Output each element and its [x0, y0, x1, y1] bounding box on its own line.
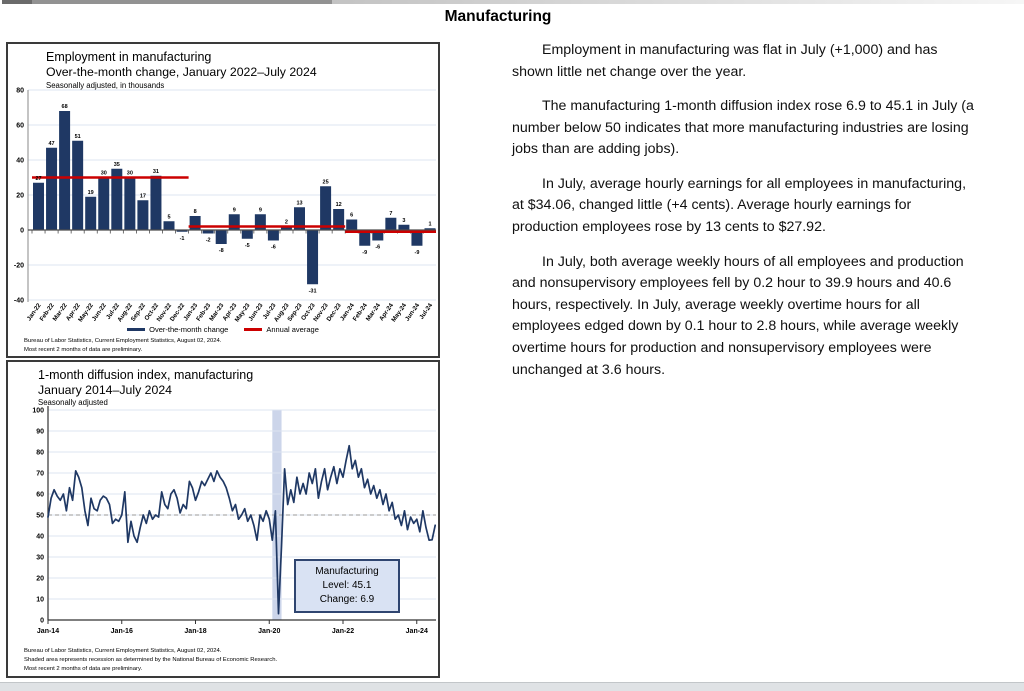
- chart-footnote: [24, 647, 277, 674]
- bar-value-label: -1: [179, 235, 185, 242]
- y-axis-tick-label: 90: [36, 428, 44, 436]
- x-axis-tick-label: Dec-23: [325, 302, 343, 323]
- y-axis-tick-label: 40: [16, 157, 24, 165]
- bar: [307, 230, 318, 284]
- bar: [320, 186, 331, 230]
- chart-footnote: [24, 337, 221, 355]
- footnote-line: Shaded area represents recession as determined by the National Bureau of Economic Research.: [24, 656, 278, 663]
- chart-note: Seasonally adjusted: [38, 398, 108, 407]
- y-axis-tick-label: 20: [16, 192, 24, 200]
- callout-change: Change: 6.9: [319, 594, 375, 605]
- y-axis-tick-label: 10: [36, 596, 44, 604]
- bar-value-label: -6: [375, 244, 381, 251]
- bar-value-label: 35: [113, 161, 120, 168]
- x-axis-tick-label: Jun-23: [247, 302, 265, 323]
- chart-note: Seasonally adjusted, in thousands: [46, 81, 165, 90]
- x-axis-tick-label: Apr-24: [378, 302, 395, 323]
- legend-label: Over-the-month change: [149, 325, 229, 334]
- page-title: Manufacturing: [444, 8, 552, 25]
- y-axis-tick-label: 40: [36, 533, 44, 541]
- callout-level: Level: 45.1: [322, 580, 372, 591]
- x-axis-tick-label: Apr-22: [64, 302, 82, 323]
- bar: [98, 178, 109, 231]
- x-axis-tick-label: Jan-24: [405, 628, 428, 635]
- x-axis-tick-label: Sep-23: [286, 302, 304, 323]
- bar-value-label: -2: [205, 237, 211, 244]
- y-axis-tick-label: 0: [20, 227, 24, 235]
- x-axis-tick-label: Jul-24: [418, 302, 435, 321]
- y-axis-tick-label: 60: [36, 491, 44, 499]
- x-axis-tick-label: Dec-22: [168, 302, 187, 323]
- x-axis-tick-label: Jul-23: [261, 302, 278, 321]
- chart-legend: [8, 325, 438, 334]
- x-axis-tick-label: Feb-23: [195, 302, 213, 323]
- x-axis-tick-label: Aug-23: [272, 302, 291, 324]
- x-axis-tick-label: Jan-23: [182, 302, 200, 323]
- legend-item-annual-average: [244, 325, 319, 334]
- bar-value-label: -9: [362, 249, 368, 256]
- callout-title: Manufacturing: [315, 566, 379, 577]
- chart-title: 1-month diffusion index, manufacturing: [38, 368, 254, 382]
- body-paragraph: In July, both average weekly hours of all employees and production and nonsupervisory employees fell by 0.2 hour to 39.9 hours and 40.6 hours, respectively. In July, average weekly overtime hours for all employees edged down by 0.1 hour to 2.8 hours, while average weekly overtime hours for production and nonsupervisory employees were unchanged at 3.6 hours.: [512, 253, 964, 378]
- bar-value-label: 17: [139, 193, 146, 200]
- y-axis-tick-label: 20: [36, 575, 44, 583]
- x-axis-tick-label: Jan-16: [110, 628, 133, 635]
- footnote-line: Bureau of Labor Statistics, Current Employment Statistics, August 02, 2024.: [24, 648, 222, 654]
- employment-bar-chart-panel: [6, 42, 440, 358]
- bar-value-label: 30: [126, 170, 133, 177]
- summary-text-column: [512, 40, 980, 394]
- body-paragraph: Employment in manufacturing was flat in July (+1,000) and has shown little net change over the year.: [512, 42, 938, 80]
- x-axis-tick-label: Jan-18: [184, 628, 207, 635]
- x-axis-tick-label: May-23: [233, 302, 252, 324]
- x-axis-tick-label: Mar-22: [51, 302, 69, 323]
- footnote-line: Most recent 2 months of data are preliminary.: [24, 665, 143, 672]
- x-axis-tick-label: Jun-22: [90, 302, 108, 323]
- chart-subtitle: January 2014–July 2024: [38, 383, 172, 397]
- y-axis-tick-label: 50: [36, 512, 44, 520]
- x-axis-tick-label: Jul-22: [104, 302, 121, 321]
- bar-value-label: -8: [218, 248, 224, 254]
- footnote-line: Most recent 2 months of data are preliminary.: [24, 346, 143, 353]
- x-axis-tick-label: Jan-24: [338, 302, 356, 323]
- bar-value-label: 47: [48, 140, 55, 147]
- bar: [150, 176, 161, 230]
- bar-value-label: 27: [35, 175, 42, 182]
- bar-value-label: 12: [335, 202, 342, 208]
- body-paragraph: In July, average hourly earnings for all employees in manufacturing, at $34.06, changed little (+4 cents). Average hourly earnings for production employees rose by 13 cents to $27.92.: [512, 175, 967, 236]
- bar: [398, 225, 409, 230]
- x-axis-tick-label: Aug-22: [116, 302, 134, 324]
- legend-line-swatch-navy: [127, 328, 145, 331]
- bar-value-label: 9: [258, 207, 262, 214]
- bar: [385, 218, 396, 230]
- y-axis-tick-label: 60: [16, 122, 24, 130]
- y-axis-tick-label: 80: [16, 87, 24, 95]
- bar: [190, 216, 201, 230]
- bar-value-label: -5: [244, 242, 250, 249]
- bar: [216, 230, 227, 244]
- body-paragraph: The manufacturing 1-month diffusion index rose 6.9 to 45.1 in July (a number below 50 indicates that more manufacturing industries are losing jobs than are adding jobs).: [512, 98, 974, 158]
- x-axis-tick-label: Jan-22: [25, 302, 43, 323]
- bar-value-label: -9: [414, 249, 420, 256]
- x-axis-tick-label: Nov-22: [155, 302, 174, 324]
- x-axis-tick-label: Mar-23: [208, 302, 226, 323]
- x-axis-tick-label: Jan-14: [36, 628, 60, 635]
- x-axis-tick-label: Mar-24: [364, 302, 382, 323]
- x-axis-tick-label: Jun-24: [403, 302, 422, 323]
- data-callout-box: [294, 559, 400, 613]
- x-axis-tick-label: Feb-22: [38, 302, 56, 323]
- y-axis-tick-label: -20: [13, 262, 24, 270]
- bar-value-label: 7: [389, 210, 393, 217]
- legend-item-over-the-month-change: [127, 325, 228, 334]
- bar: [268, 230, 279, 241]
- bar-value-label: 9: [232, 207, 236, 214]
- x-axis-tick-label: Feb-24: [351, 302, 369, 323]
- bar-chart-canvas: [8, 44, 436, 354]
- bar-value-label: 19: [87, 189, 94, 196]
- x-axis-tick-label: Jan-20: [258, 628, 281, 635]
- bar-value-label: 3: [402, 217, 406, 224]
- bar-value-label: 2: [284, 219, 288, 226]
- y-axis-tick-label: 70: [36, 470, 44, 478]
- page-top-edge-artifact: [32, 0, 332, 4]
- x-axis-tick-label: May-24: [390, 302, 409, 324]
- bar-value-label: 5: [167, 214, 171, 221]
- y-axis-tick-label: 100: [32, 407, 44, 415]
- x-axis-tick-label: May-22: [77, 302, 95, 324]
- bar-value-label: 1: [428, 221, 432, 228]
- page-top-edge-artifact: [2, 0, 32, 4]
- bar: [346, 220, 357, 231]
- bar-value-label: -6: [270, 244, 276, 251]
- x-axis-tick-label: Apr-23: [221, 302, 239, 323]
- bar: [59, 111, 70, 230]
- bar: [46, 148, 57, 230]
- bar: [85, 197, 96, 230]
- bar-value-label: 51: [74, 133, 81, 140]
- bar: [242, 230, 253, 239]
- y-axis-tick-label: 80: [36, 449, 44, 457]
- bar: [164, 221, 175, 230]
- bar: [72, 141, 83, 230]
- x-axis-tick-label: Jan-22: [331, 628, 355, 635]
- x-axis-tick-label: Nov-23: [312, 302, 330, 324]
- chart-subtitle: Over-the-month change, January 2022–July 2024: [46, 65, 317, 79]
- x-axis-tick-label: Oct-23: [299, 302, 317, 322]
- bar-value-label: 6: [350, 212, 354, 219]
- bar: [33, 183, 44, 230]
- bar-value-label: 13: [296, 200, 303, 207]
- legend-line-swatch-red: [244, 328, 262, 331]
- bar-value-label: 25: [322, 179, 329, 186]
- bar: [124, 178, 135, 231]
- y-axis-tick-label: 30: [36, 554, 44, 562]
- x-axis-tick-label: Oct-22: [143, 302, 161, 322]
- x-axis-tick-label: Sep-22: [129, 302, 148, 323]
- bar-value-label: 31: [152, 168, 160, 175]
- bar-value-label: -31: [308, 288, 317, 295]
- footnote-line: Bureau of Labor Statistics, Current Employment Statistics, August 02, 2024.: [24, 338, 222, 344]
- y-axis-tick-label: 0: [40, 617, 44, 625]
- bar-value-label: 30: [100, 170, 107, 177]
- bar-value-label: 68: [61, 104, 68, 110]
- diffusion-line-chart-panel: [6, 360, 440, 678]
- chart-title: Employment in manufacturing: [46, 50, 212, 64]
- legend-label: Annual average: [266, 325, 319, 334]
- line-chart-canvas: [8, 362, 436, 674]
- page-top-edge-artifact: [332, 0, 1024, 4]
- bar-value-label: 8: [193, 209, 197, 215]
- bar: [137, 200, 148, 230]
- y-axis-tick-label: -40: [13, 297, 24, 305]
